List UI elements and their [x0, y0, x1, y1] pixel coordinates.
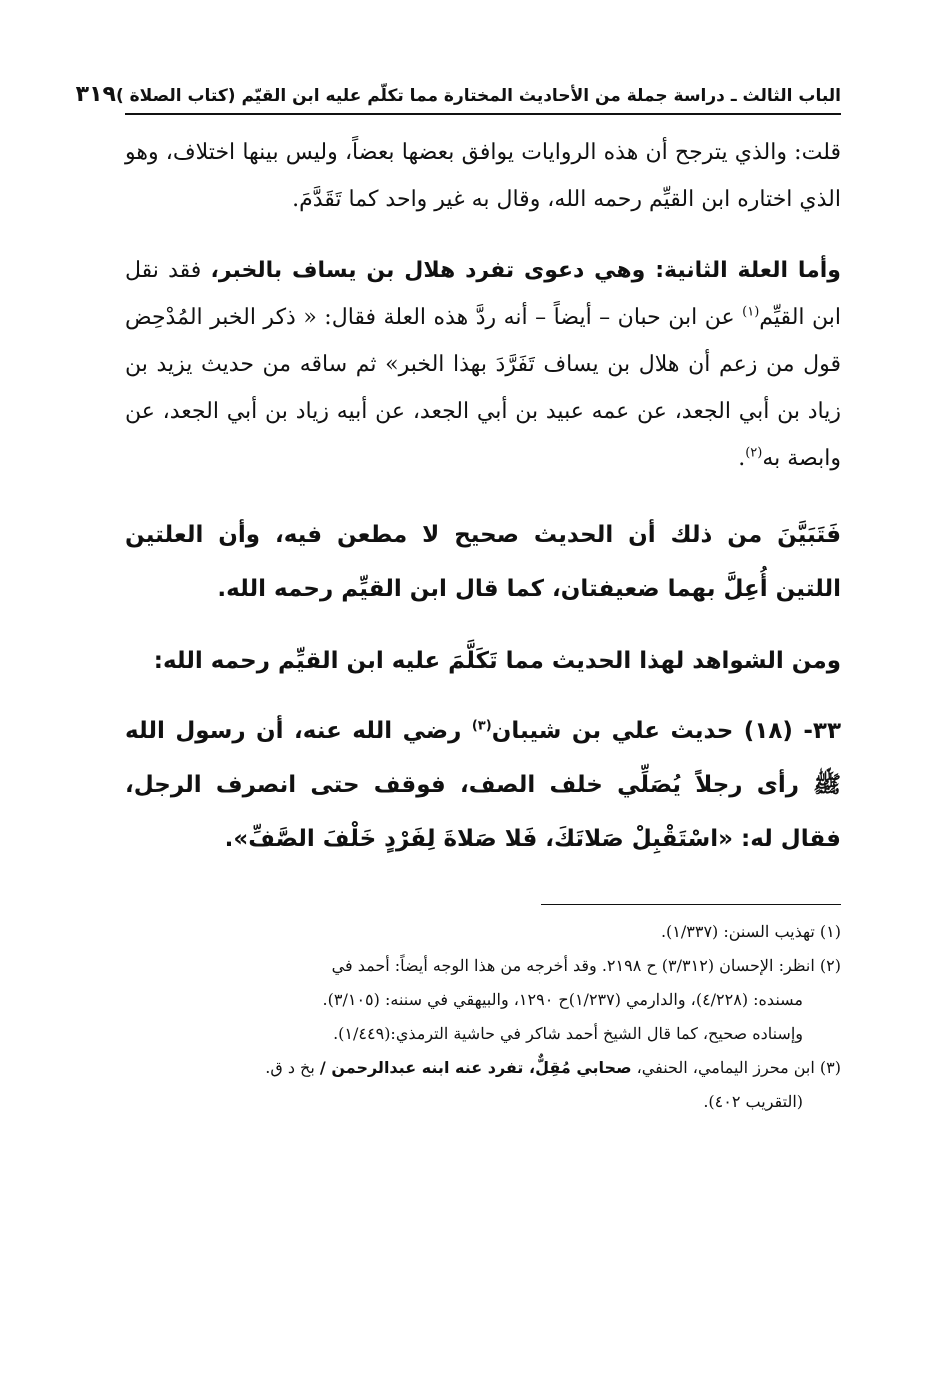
footnote-2-line-1: (٢) انظر: الإحسان (٣/٣١٢) ح ٢١٩٨. وقد أخرجه من هذا الوجه أيضاً: أحمد في [331, 956, 841, 975]
footnotes [125, 915, 841, 1119]
footnote-3-text-2: بخ د ق. [265, 1058, 315, 1077]
footnote-divider [541, 904, 841, 905]
hadith-33-intro: ٣٣- (١٨) حديث علي بن شيبان [491, 718, 841, 744]
second-defect-text-2: عن ابن حبان – أيضاً – أنه ردَّ هذه العلة فقال: « ذكر الخبر المُدْحِض قول من زعم أن هلال بن يساف تَفَرَّدَ بهذا الخبر» ثم ساقه من حديث يزيد بن زياد بن أبي الجعد، عن عمه عبيد بن أبي الجعد، عن أبيه زياد بن أبي الجعد، عن وابصة به [125, 305, 841, 471]
hadith-33-text: رضي الله عنه، أن رسول الله ﷺ رأى رجلاً يُصَلِّي خلف الصف، فوقف حتى انصرف الرجل، فقال له: «اسْتَقْبِلْ صَلاتَكَ، فَلا صَلاةَ لِفَرْدٍ خَلْفَ الصَّفِّ». [125, 718, 841, 852]
footnote-2-line-2: مسنده: (٤/٢٢٨)، والدارمي (١/٢٣٧)ح ١٢٩٠، والبيهقي في سننه: (٣/١٠٥). [322, 990, 803, 1009]
footnote-3 [125, 1051, 841, 1119]
document-page [75, 82, 841, 1119]
page-number: ٣١٩ [75, 82, 116, 107]
second-defect-end: . [738, 446, 746, 471]
footnote-ref-3: (٣) [471, 718, 492, 734]
running-header [75, 82, 841, 115]
footnote-3-text-1: (٣) ابن محرز اليمامي، الحنفي، [636, 1058, 841, 1077]
paragraph-hadith-33 [125, 704, 841, 866]
header-title: الباب الثالث ـ دراسة جملة من الأحاديث المختارة مما تكلّم عليه ابن القيّم (كتاب الصلاة ) [115, 86, 841, 106]
footnote-ref-1: (١) [742, 304, 760, 320]
paragraph-conclusion: قلت: والذي يترجح أن هذه الروايات يوافق بعضها بعضاً، وليس بينها اختلاف، وهو الذي اختاره ابن القيِّم رحمه الله، وقال به غير واحد كما تَقَدَّمَ. [125, 140, 841, 212]
footnote-2-line-3: وإسناده صحيح، كما قال الشيخ أحمد شاكر في حاشية الترمذي:(١/٤٤٩). [333, 1024, 803, 1043]
second-defect-text-1: فقد نقل ابن القيِّم [125, 258, 841, 330]
paragraph-second-defect [125, 247, 841, 482]
footnote-3-bold: صحابي مُقِلٌّ، تفرد عنه ابنه عبدالرحمن / [319, 1058, 632, 1077]
footnote-1: (١) تهذيب السنن: (١/٣٣٧). [660, 922, 841, 941]
paragraph-witnesses-intro: ومن الشواهد لهذا الحديث مما تَكَلَّمَ عليه ابن القيِّم رحمه الله: [153, 648, 841, 674]
second-defect-heading: وأما العلة الثانية: وهي دعوى تفرد هلال بن يساف بالخبر، [210, 258, 841, 283]
paragraph-verdict: فَتَبَيَّنَ من ذلك أن الحديث صحيح لا مطعن فيه، وأن العلتين اللتين أُعِلَّ بهما ضعيفتان، كما قال ابن القيِّم رحمه الله. [125, 522, 841, 602]
footnote-ref-2: (٢) [745, 445, 763, 461]
footnote-2 [125, 949, 841, 1051]
footnote-3-line-2: (التقريب ٤٠٢). [703, 1092, 803, 1111]
